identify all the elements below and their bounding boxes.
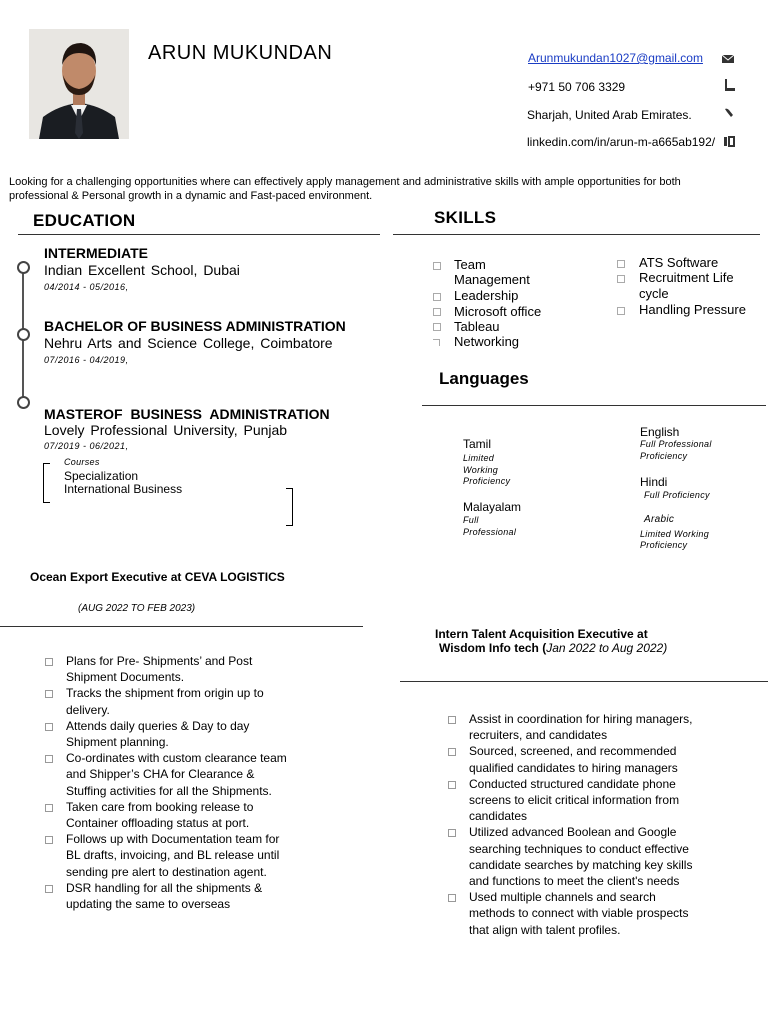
degree-title: INTERMEDIATE bbox=[44, 245, 148, 261]
timeline-dot bbox=[17, 328, 30, 341]
bullet-text: Sourced, screened, and recommended bbox=[469, 744, 677, 759]
checkbox-icon bbox=[617, 307, 625, 315]
checkbox-icon bbox=[433, 262, 441, 270]
skill-item: Microsoft office bbox=[454, 304, 542, 319]
courses-bracket-left bbox=[43, 463, 50, 503]
skill-item: Handling Pressure bbox=[639, 302, 746, 317]
bullet-text: screens to elicit critical information from bbox=[469, 793, 680, 807]
bullet-text: methods to connect with viable prospects bbox=[469, 906, 689, 921]
school-name: Lovely Professional University, Punjab bbox=[44, 422, 288, 438]
bullet-icon bbox=[448, 748, 456, 756]
location: Sharjah, United Arab Emirates. bbox=[527, 108, 692, 122]
skill-item: Tableau bbox=[454, 319, 500, 334]
mail-icon bbox=[722, 53, 734, 65]
bullet-icon bbox=[448, 781, 456, 789]
bullet-text: Shipment Documents. bbox=[66, 670, 185, 685]
bullet-text: Assist in coordination for hiring managers, bbox=[469, 712, 693, 726]
education-divider bbox=[18, 234, 380, 235]
bullet-text: Utilized advanced Boolean and Google bbox=[469, 825, 677, 840]
bullet-text: that align with talent profiles. bbox=[469, 922, 621, 937]
education-dates: 07/2016 - 04/2019, bbox=[44, 355, 129, 365]
experience-divider bbox=[0, 626, 363, 627]
language-proficiency: Limited Working bbox=[640, 529, 710, 539]
bullet-text: BL drafts, invoicing, and BL release until bbox=[66, 848, 280, 863]
language-proficiency: Full bbox=[463, 515, 479, 525]
bullet-text: Attends daily queries & Day to day bbox=[66, 718, 250, 733]
bullet-text: DSR handling for all the shipments & bbox=[66, 880, 263, 895]
bullet-text: Taken care from booking release to bbox=[66, 799, 254, 814]
skill-item: cycle bbox=[639, 286, 669, 301]
bullet-text: Plans for Pre- Shipments’ and Post bbox=[66, 654, 253, 668]
bullet-text: candidates bbox=[469, 809, 528, 824]
bullet-text: and Shipper’s CHA for Clearance & bbox=[66, 767, 255, 782]
bullet-text: Shipment planning. bbox=[66, 735, 169, 749]
language-name: Arabic bbox=[644, 514, 675, 525]
skill-item: Networking bbox=[454, 334, 520, 349]
bullet-icon bbox=[45, 755, 53, 763]
bullet-text: Used multiple channels and search bbox=[469, 890, 656, 905]
bullet-text: Follows up with Documentation team for bbox=[66, 832, 280, 847]
courses-bracket-right bbox=[286, 488, 293, 526]
checkbox-icon bbox=[433, 339, 440, 346]
company-name: Wisdom Info tech ( bbox=[439, 641, 547, 655]
job-dates: Jan 2022 to Aug 2022) bbox=[546, 641, 668, 655]
degree-title: MASTEROF BUSINESS ADMINISTRATION bbox=[44, 406, 330, 422]
language-proficiency: Proficiency bbox=[640, 451, 688, 461]
courses-label: Courses bbox=[64, 457, 100, 467]
language-proficiency: Working bbox=[463, 465, 499, 475]
bullet-icon bbox=[448, 829, 456, 837]
job-title: Intern Talent Acquisition Executive at bbox=[435, 627, 648, 641]
language-proficiency: Full Proficiency bbox=[644, 490, 710, 500]
language-proficiency: Proficiency bbox=[640, 540, 688, 550]
job-dates: (AUG 2022 TO FEB 2023) bbox=[78, 603, 196, 614]
language-proficiency: Professional bbox=[463, 527, 517, 537]
language-proficiency: Limited bbox=[463, 453, 495, 463]
bullet-text: delivery. bbox=[66, 702, 110, 717]
education-dates: 04/2014 - 05/2016, bbox=[44, 282, 129, 292]
phone-icon bbox=[723, 79, 735, 91]
language-name: Tamil bbox=[463, 437, 492, 451]
checkbox-icon bbox=[617, 275, 625, 283]
language-name: English bbox=[640, 425, 680, 439]
skill-item: ATS Software bbox=[639, 255, 719, 270]
profile-photo bbox=[29, 29, 129, 139]
job-title: Ocean Export Executive at CEVA LOGISTICS bbox=[30, 570, 285, 584]
bullet-text: candidate searches by matching key skills bbox=[469, 857, 693, 872]
bullet-icon bbox=[45, 690, 53, 698]
bullet-icon bbox=[45, 723, 53, 731]
email-link[interactable]: Arunmukundan1027@gmail.com bbox=[528, 51, 703, 65]
skills-heading: SKILLS bbox=[434, 208, 497, 227]
education-dates: 07/2019 - 06/2021, bbox=[44, 441, 129, 451]
bullet-icon bbox=[45, 836, 53, 844]
skills-divider bbox=[393, 234, 760, 235]
candidate-name: ARUN MUKUNDAN bbox=[148, 42, 333, 64]
timeline-dot bbox=[17, 396, 30, 409]
bullet-icon bbox=[45, 804, 53, 812]
bullet-text: Co-ordinates with custom clearance team bbox=[66, 751, 287, 766]
language-name: Malayalam bbox=[463, 500, 522, 514]
bullet-text: and functions to meet the client's needs bbox=[469, 874, 680, 888]
skill-item: Management bbox=[454, 272, 530, 287]
bullet-icon bbox=[448, 716, 456, 724]
bullet-text: updating the same to overseas bbox=[66, 897, 231, 911]
languages-divider bbox=[422, 405, 766, 406]
bullet-text: searching techniques to conduct effective bbox=[469, 841, 689, 856]
skill-item: Team bbox=[454, 257, 486, 272]
timeline-dot bbox=[17, 261, 30, 274]
language-proficiency: Proficiency bbox=[463, 476, 511, 486]
bullet-text: Container offloading status at port. bbox=[66, 816, 250, 830]
bullet-icon bbox=[45, 885, 53, 893]
bullet-text: sending pre alert to destination agent. bbox=[66, 864, 267, 879]
bullet-icon bbox=[448, 894, 456, 902]
checkbox-icon bbox=[433, 323, 441, 331]
bullet-text: Stuffing activities for all the Shipments. bbox=[66, 783, 272, 798]
bullet-icon bbox=[45, 658, 53, 666]
languages-heading: Languages bbox=[439, 369, 529, 388]
course-item: Specialization bbox=[64, 469, 139, 483]
checkbox-icon bbox=[433, 308, 441, 316]
checkbox-icon bbox=[433, 293, 441, 301]
bullet-text: recruiters, and candidates bbox=[469, 728, 608, 743]
skill-item: Leadership bbox=[454, 288, 519, 303]
course-item: International Business bbox=[64, 482, 183, 496]
degree-title: BACHELOR OF BUSINESS ADMINISTRATION bbox=[44, 318, 346, 334]
language-name: Hindi bbox=[640, 475, 668, 489]
school-name: Indian Excellent School, Dubai bbox=[44, 262, 240, 278]
bullet-text: Conducted structured candidate phone bbox=[469, 776, 676, 791]
checkbox-icon bbox=[617, 260, 625, 268]
linkedin-url[interactable]: linkedin.com/in/arun-m-a665ab192/ bbox=[527, 135, 716, 149]
career-summary: Looking for a challenging opportunities where can effectively apply management and administrative skills with ample opportunities for both professional & Personal growth in a dynamic and Fast-paced environment. bbox=[9, 176, 681, 202]
education-heading: EDUCATION bbox=[33, 211, 136, 230]
bullet-text: qualified candidates to hiring managers bbox=[469, 760, 678, 775]
skill-item: Recruitment Life bbox=[639, 270, 734, 285]
language-proficiency: Full Professional bbox=[640, 439, 712, 449]
school-name: Nehru Arts and Science College, Coimbatore bbox=[44, 335, 333, 351]
job-company-line bbox=[439, 641, 667, 655]
phone-number: +971 50 706 3329 bbox=[528, 80, 626, 94]
location-icon bbox=[723, 107, 735, 119]
experience-divider bbox=[400, 681, 768, 682]
linkedin-icon bbox=[723, 135, 735, 147]
bullet-text: Tracks the shipment from origin up to bbox=[66, 686, 264, 701]
